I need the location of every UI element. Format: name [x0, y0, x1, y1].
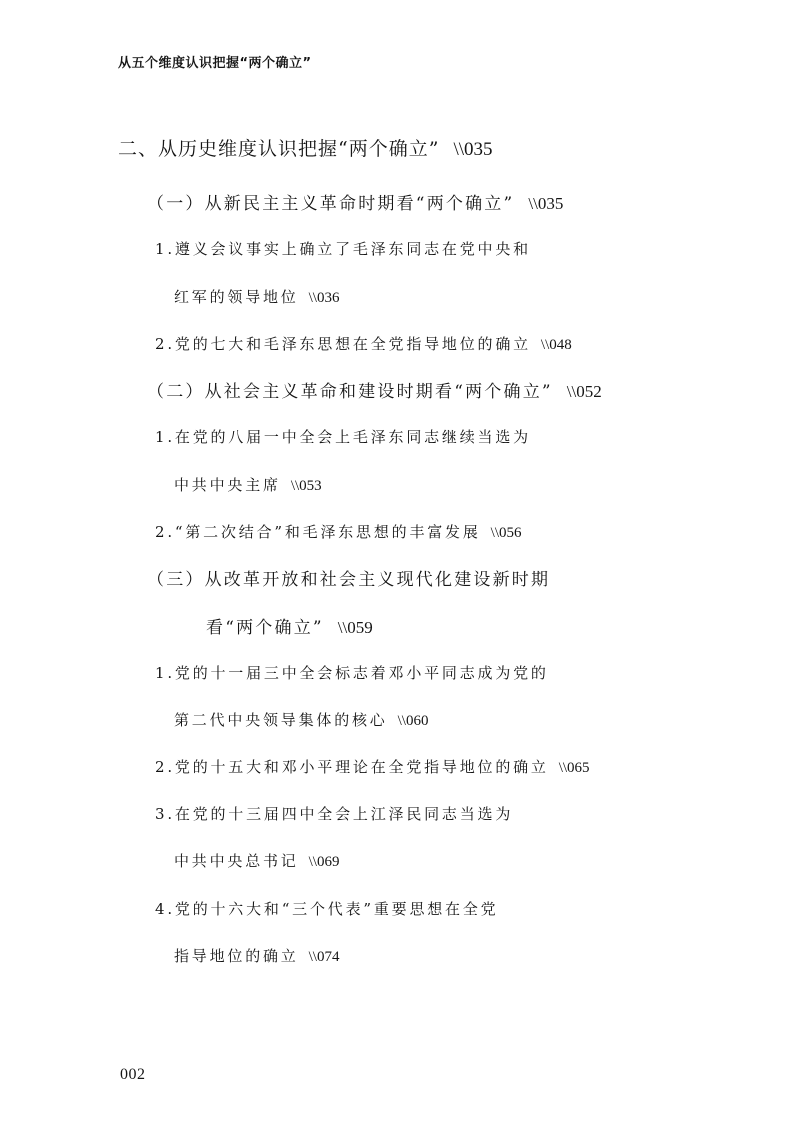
toc-entry-text: 2.党的十五大和邓小平理论在全党指导地位的确立: [155, 758, 549, 776]
toc-page-ref: \\060: [397, 713, 429, 729]
toc-page-ref: \\035: [453, 139, 493, 160]
toc-entry-text: 4.党的十六大和“三个代表”重要思想在全党: [155, 900, 499, 918]
toc-part-heading[interactable]: [147, 383, 602, 401]
toc-item-line[interactable]: [155, 430, 531, 445]
toc-item-line[interactable]: [155, 242, 531, 257]
toc-page-ref: \\074: [308, 949, 340, 965]
toc-entry-text: （二）从社会主义革命和建设时期看“两个确立”: [147, 382, 553, 402]
toc-page-ref: \\065: [558, 760, 590, 776]
toc-item-line[interactable]: [174, 290, 339, 306]
toc-item-line[interactable]: [174, 949, 339, 965]
toc-page-ref: \\052: [566, 382, 602, 401]
toc-item-line[interactable]: [155, 902, 498, 917]
toc-entry-text: 红军的领导地位: [174, 288, 299, 306]
toc-entry-text: 看“两个确立”: [206, 618, 324, 638]
page-number: 002: [120, 1066, 146, 1083]
toc-part-heading[interactable]: [147, 195, 563, 213]
toc-page-ref: \\053: [290, 478, 322, 494]
toc-entry-text: 1.党的十一届三中全会标志着邓小平同志成为党的: [155, 664, 549, 682]
toc-entry-text: 2.党的七大和毛泽东思想在全党指导地位的确立: [155, 335, 531, 353]
toc-page-ref: \\048: [540, 337, 572, 353]
toc-entry-text: 指导地位的确立: [174, 947, 299, 965]
toc-item-line[interactable]: [155, 666, 549, 681]
toc-item-line[interactable]: [174, 478, 322, 494]
toc-page-ref: \\069: [308, 854, 340, 870]
toc-entry-text: 第二代中央领导集体的核心: [174, 711, 388, 729]
toc-page-ref: \\035: [528, 194, 564, 213]
toc-item-line[interactable]: [174, 713, 428, 729]
toc-section-heading[interactable]: [118, 140, 493, 159]
toc-entry-text: 中共中央主席: [174, 476, 281, 494]
toc-entry-text: （三）从改革开放和社会主义现代化建设新时期: [147, 570, 551, 590]
toc-entry-text: 1.遵义会议事实上确立了毛泽东同志在党中央和: [155, 240, 531, 258]
toc-item-line[interactable]: [155, 337, 572, 353]
toc-entry-text: （一）从新民主主义革命时期看“两个确立”: [147, 194, 515, 214]
toc-part-heading[interactable]: [147, 572, 550, 589]
toc-item-line[interactable]: [155, 807, 513, 822]
toc-item-line[interactable]: [174, 854, 339, 870]
toc-entry-text: 1.在党的八届一中全会上毛泽东同志继续当选为: [155, 428, 531, 446]
toc-page-ref: \\059: [337, 618, 373, 637]
toc-page-ref: \\036: [308, 290, 340, 306]
toc-entry-text: 3.在党的十三届四中全会上江泽民同志当选为: [155, 805, 514, 823]
toc-item-line[interactable]: [155, 525, 522, 541]
toc-entry-text: 二、从历史维度认识把握“两个确立”: [118, 138, 440, 160]
toc-page-ref: \\056: [490, 525, 522, 541]
running-header: 从五个维度认识把握“两个确立”: [118, 56, 312, 71]
toc-entry-text: 中共中央总书记: [174, 852, 299, 870]
toc-entry-text: 2.“第二次结合”和毛泽东思想的丰富发展: [155, 523, 481, 541]
toc-part-heading[interactable]: [206, 619, 373, 637]
toc-item-line[interactable]: [155, 760, 590, 776]
